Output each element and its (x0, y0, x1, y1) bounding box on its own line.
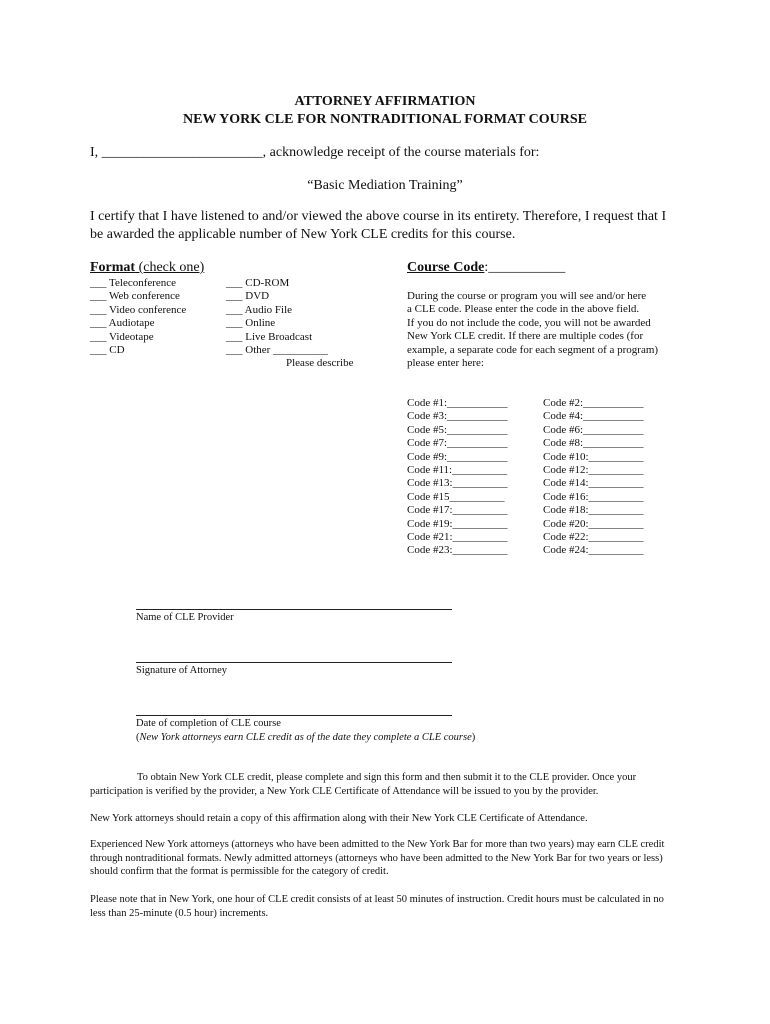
instruction-line: example, a separate code for each segment of a program) (407, 343, 659, 356)
format-options-right (226, 277, 328, 357)
paragraph-credit-hours: Please note that in New York, one hour of CLE credit consists of at least 50 minutes of instruction. Credit hours must be calculated in no less than 25-minute (0.5 hour) increments. (90, 894, 664, 919)
codes-right-column (543, 397, 644, 558)
code-field[interactable]: Code #13:__________ (407, 477, 508, 490)
code-field[interactable]: Code #11:__________ (407, 464, 508, 477)
code-field[interactable]: Code #14:__________ (543, 477, 644, 490)
format-option[interactable]: ___ CD-ROM (226, 277, 290, 289)
codes-left-column (407, 397, 508, 558)
format-heading-suffix: (check one) (135, 260, 205, 275)
format-option[interactable]: ___ Live Broadcast (226, 330, 313, 343)
code-field[interactable]: Code #8:___________ (543, 437, 644, 450)
format-option[interactable]: ___ DVD (226, 290, 270, 303)
code-field[interactable]: Code #19:__________ (407, 517, 508, 530)
paragraph-obtain-credit: To obtain New York CLE credit, please complete and sign this form and then submit it to the CLE provider. Once your participation is verified by the provider, a New York CLE Certificate of Attendance will be issued to you by the provider. (90, 772, 637, 797)
certify-line-2: be awarded the applicable number of New York CLE credits for this course. (90, 227, 516, 242)
code-field[interactable]: Code #7:___________ (407, 437, 508, 450)
acknowledge-line: I, _______________________, acknowledge receipt of the course materials for: (90, 145, 540, 160)
code-field[interactable]: Code #24:__________ (543, 544, 644, 557)
code-field[interactable]: Code #22:__________ (543, 531, 644, 544)
describe-note: Please describe (286, 357, 354, 369)
format-option[interactable]: ___ Audio File (226, 303, 293, 316)
date-signature-line[interactable] (136, 715, 452, 716)
form-subtitle: NEW YORK CLE FOR NONTRADITIONAL FORMAT COURSE (183, 112, 587, 127)
attorney-signature-line[interactable] (136, 662, 452, 663)
format-heading (90, 260, 204, 276)
course-code-field[interactable]: :___________ (484, 260, 566, 275)
date-note: (New York attorneys earn CLE credit as of the date they complete a CLE course) (136, 732, 476, 743)
paragraph-retain-copy: New York attorneys should retain a copy of this affirmation along with their New York CLE Certificate of Attendance. (90, 813, 588, 824)
format-option[interactable]: ___ Video conference (90, 303, 187, 316)
format-option[interactable]: ___ Other __________ (226, 344, 329, 357)
course-name: “Basic Mediation Training” (307, 178, 463, 193)
code-field[interactable]: Code #16:__________ (543, 490, 644, 503)
format-option[interactable]: ___ Videotape (90, 330, 154, 343)
provider-label: Name of CLE Provider (136, 612, 234, 623)
code-field[interactable]: Code #10:__________ (543, 450, 644, 463)
code-field[interactable]: Code #1:___________ (407, 397, 508, 409)
code-field[interactable]: Code #21:__________ (407, 531, 508, 544)
format-heading-label: Format (90, 260, 136, 275)
format-options-left (90, 277, 186, 357)
code-field[interactable]: Code #2:___________ (543, 397, 644, 409)
format-option[interactable]: ___ CD (90, 344, 125, 357)
code-field[interactable]: Code #3:___________ (407, 410, 508, 423)
code-field[interactable]: Code #12:__________ (543, 464, 644, 477)
attorney-label: Signature of Attorney (136, 665, 227, 676)
instruction-line: During the course or program you will see and/or here (407, 290, 647, 302)
date-note-text: New York attorneys earn CLE credit as of the date they complete a CLE course (139, 732, 472, 743)
format-option[interactable]: ___ Audiotape (90, 317, 155, 330)
paragraph-experienced-attorneys: Experienced New York attorneys (attorneys who have been admitted to the New York Bar for more than two years) may earn CLE credit through nontraditional formats. Newly admitted attorneys (attorneys who have been admitted to the New York Bar for two years or less) should confirm that the format is permissible for the category of credit. (90, 839, 665, 877)
code-field[interactable]: Code #9:___________ (407, 450, 508, 463)
code-field[interactable]: Code #18:__________ (543, 504, 644, 517)
date-label: Date of completion of CLE course (136, 718, 281, 729)
code-field[interactable]: Code #17:__________ (407, 504, 508, 517)
instruction-line: a CLE code. Please enter the code in the above field. (407, 303, 640, 316)
certify-line-1: I certify that I have listened to and/or viewed the above course in its entirety. Therefore, I request that I (90, 209, 667, 224)
instruction-line: New York CLE credit. If there are multiple codes (for (407, 330, 644, 343)
course-code-label: Course Code (407, 260, 485, 275)
code-field[interactable]: Code #5:___________ (407, 423, 508, 436)
code-field[interactable]: Code #15__________ (407, 490, 505, 503)
instruction-line: please enter here: (407, 357, 484, 370)
format-option[interactable]: ___ Web conference (90, 290, 180, 303)
code-field[interactable]: Code #20:__________ (543, 517, 644, 530)
code-field[interactable]: Code #4:___________ (543, 410, 644, 423)
format-option[interactable]: ___ Online (226, 317, 276, 330)
code-field[interactable]: Code #23:__________ (407, 544, 508, 557)
format-option[interactable]: ___ Teleconference (90, 277, 177, 289)
course-code-heading (407, 260, 565, 276)
provider-signature-line[interactable] (136, 609, 452, 610)
course-code-instructions (407, 290, 658, 370)
form-title: ATTORNEY AFFIRMATION (294, 94, 476, 109)
instruction-line: If you do not include the code, you will not be awarded (407, 316, 651, 329)
code-field[interactable]: Code #6:___________ (543, 423, 644, 436)
